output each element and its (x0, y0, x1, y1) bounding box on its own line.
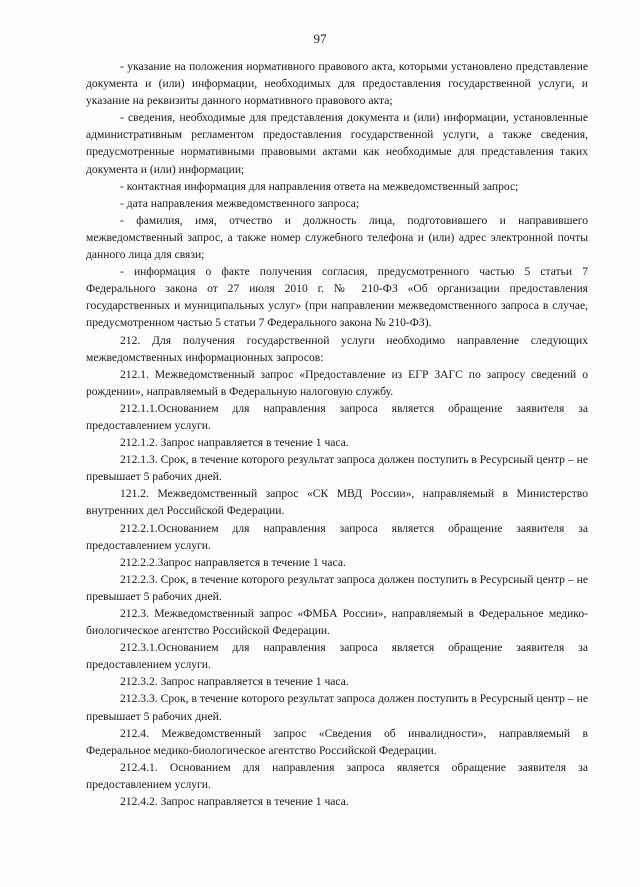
paragraph: 212.3.3. Срок, в течение которого результат запроса должен поступить в Ресурсный центр – не превышает 5 рабочих дней. (86, 692, 588, 723)
paragraph: 121.2. Межведомственный запрос «СК МВД России», направляемый в Министерство внутренних дел Российской Федерации. (86, 487, 588, 518)
paragraph: - указание на положения нормативного правового акта, которыми установлено представление документа и (или) информации, необходимых для предоставления государственной услуги, и указание на реквизиты данного нормативного правового акта; (86, 60, 588, 108)
paragraph: - сведения, необходимые для представления документа и (или) информации, установленные административным регламентом предоставления государственной услуги, а также сведения, предусмотренные нормативными правовыми актами как необходимые для представления таких документа и (или) информации; (86, 111, 588, 176)
paragraph: 212.1.2. Запрос направляется в течение 1 часа. (120, 436, 349, 450)
paragraph: 212.2.2.Запрос направляется в течение 1 часа. (120, 555, 346, 569)
paragraph: 212.3. Межведомственный запрос «ФМБА России», направляемый в Федеральное медико-биологическое агентство Российской Федерации. (86, 607, 588, 638)
paragraph: 212.1.1.Основанием для направления запроса является обращение заявителя за предоставлением услуги. (86, 401, 588, 432)
paragraph: - дата направления межведомственного запроса; (120, 196, 360, 210)
paragraph: 212.4. Межведомственный запрос «Сведения об инвалидности», направляемый в Федеральное медико-биологическое агентство Российской Федерации. (86, 726, 588, 757)
paragraph: 212.4.1. Основанием для направления запроса является обращение заявителя за предоставлением услуги. (86, 760, 588, 791)
paragraph: 212.1. Межведомственный запрос «Предоставление из ЕГР ЗАГС по запросу сведений о рождении», направляемый в Федеральную налоговую службу. (86, 367, 588, 398)
paragraph: - фамилия, имя, отчество и должность лица, подготовившего и направившего межведомственный запрос, а также номер служебного телефона и (или) адрес электронной почты данного лица для связи; (86, 213, 588, 262)
paragraph: 212.2.3. Срок, в течение которого результат запроса должен поступить в Ресурсный центр – не превышает 5 рабочих дней. (86, 572, 588, 603)
paragraph: - информация о факте получения согласия, предусмотренного частью 5 статьи 7 Федерального закона от 27 июля 2010 г. № 210-ФЗ «Об организации предоставления государственных и муниципальных услуг» (при направлении межведомственного запроса в случае, предусмотренном частью 5 статьи 7 Федерального закона № 210-ФЗ). (86, 265, 588, 330)
paragraph: 212.1.3. Срок, в течение которого результат запроса должен поступить в Ресурсный центр – не превышает 5 рабочих дней. (86, 453, 588, 484)
document-body (86, 58, 588, 810)
paragraph: 212.3.1.Основанием для направления запроса является обращение заявителя за предоставлением услуги. (86, 641, 588, 672)
paragraph: 212.4.2. Запрос направляется в течение 1 часа. (120, 795, 349, 809)
paragraph: 212.2.1.Основанием для направления запроса является обращение заявителя за предоставлением услуги. (86, 521, 588, 552)
paragraph: 212. Для получения государственной услуги необходимо направление следующих межведомственных информационных запросов: (86, 333, 588, 364)
paragraph: 212.3.2. Запрос направляется в течение 1 часа. (120, 675, 349, 689)
page-number: 97 (313, 31, 327, 46)
paragraph: - контактная информация для направления ответа на межведомственный запрос; (120, 179, 519, 193)
